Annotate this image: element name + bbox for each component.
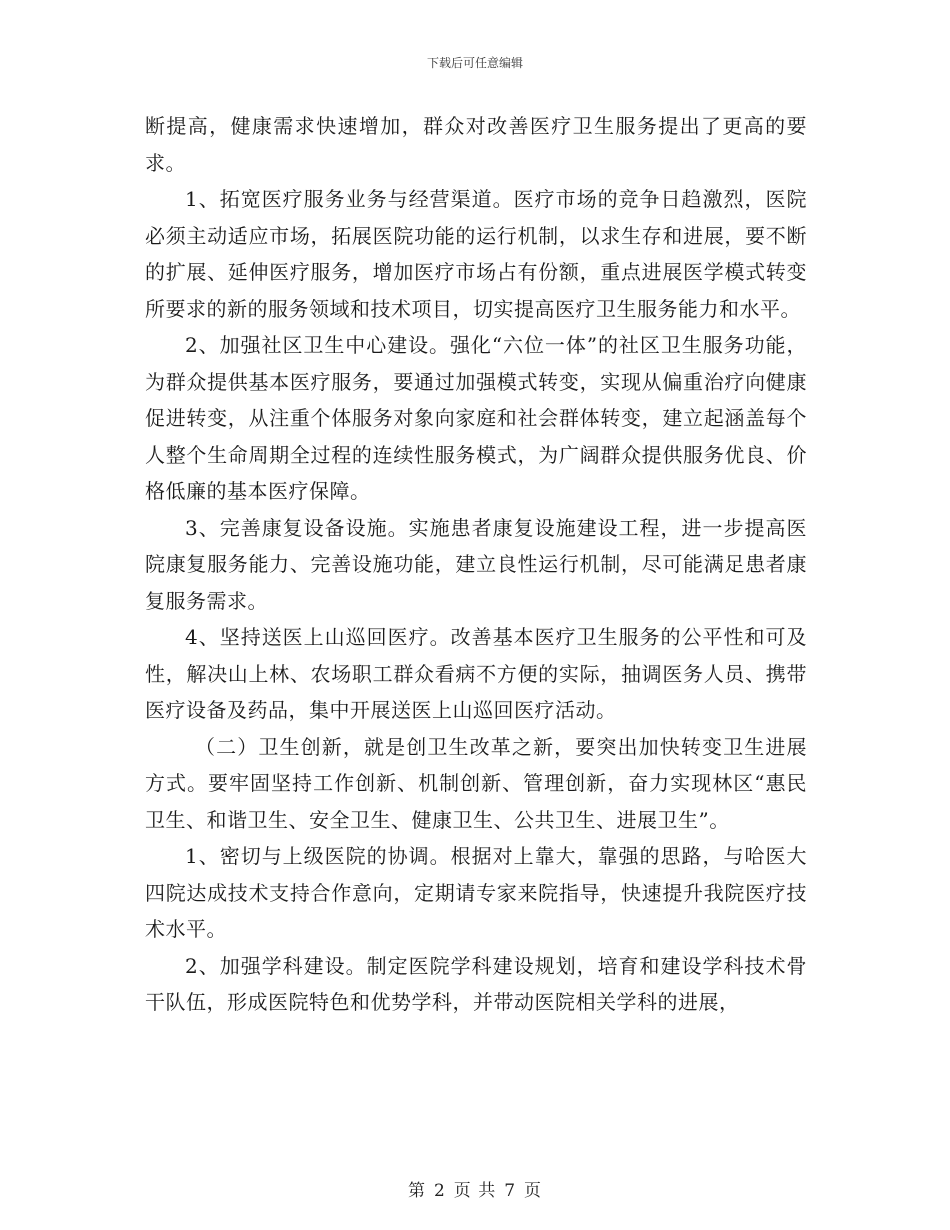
page-total: 7 bbox=[504, 1181, 517, 1201]
paragraph-continuation: 断提高，健康需求快速增加，群众对改善医疗卫生服务提出了更高的要求。 bbox=[145, 114, 807, 175]
page-footer bbox=[0, 1176, 950, 1201]
footer-prefix: 第 bbox=[407, 1181, 426, 1201]
document-body bbox=[145, 108, 807, 1021]
page-header: 下载后可任意编辑 bbox=[426, 56, 523, 70]
paragraph-item-1: 1、拓宽医疗服务业务与经营渠道。医疗市场的竞争日趋激烈，医院必须主动适应市场，拓展医院功能的运行机制，以求生存和进展，要不断的扩展、延伸医疗服务，增加医疗市场占有份额，重点进展医学模式转变所要求的新的服务领域和技术项目，切实提高医疗卫生服务能力和水平。 bbox=[145, 187, 807, 321]
paragraph-subitem-2: 2、加强学科建设。制定医院学科建设规划，培育和建设学科技术骨干队伍，形成医院特色和优势学科，并带动医院相关学科的进展， bbox=[145, 953, 807, 1014]
paragraph-subitem-1: 1、密切与上级医院的协调。根据对上靠大，靠强的思路，与哈医大四院达成技术支持合作意向，定期请专家来院指导，快速提升我院医疗技术水平。 bbox=[145, 844, 807, 941]
paragraph-item-4: 4、坚持送医上山巡回医疗。改善基本医疗卫生服务的公平性和可及性，解决山上林、农场职工群众看病不方便的实际，抽调医务人员、携带医疗设备及药品，集中开展送医上山巡回医疗活动。 bbox=[145, 625, 807, 722]
footer-suffix: 页 bbox=[524, 1181, 543, 1201]
footer-mid: 页 共 bbox=[453, 1181, 497, 1201]
page-number: 2 bbox=[433, 1181, 446, 1201]
paragraph-section-2: （二）卫生创新，就是创卫生改革之新，要突出加快转变卫生进展方式。要牢固坚持工作创新、机制创新、管理创新，奋力实现林区“惠民卫生、和谐卫生、安全卫生、健康卫生、公共卫生、进展卫生”。 bbox=[145, 734, 807, 832]
paragraph-item-2: 2、加强社区卫生中心建设。强化“六位一体”的社区卫生服务功能，为群众提供基本医疗服务，要通过加强模式转变，实现从偏重治疗向健康促进转变，从注重个体服务对象向家庭和社会群体转变，建立起涵盖每个人整个生命周期全过程的连续性服务模式，为广阔群众提供服务优良、价格低廉的基本医疗保障。 bbox=[145, 333, 807, 503]
paragraph-item-3: 3、完善康复设备设施。实施患者康复设施建设工程，进一步提高医院康复服务能力、完善设施功能，建立良性运行机制，尽可能满足患者康复服务需求。 bbox=[145, 515, 807, 613]
